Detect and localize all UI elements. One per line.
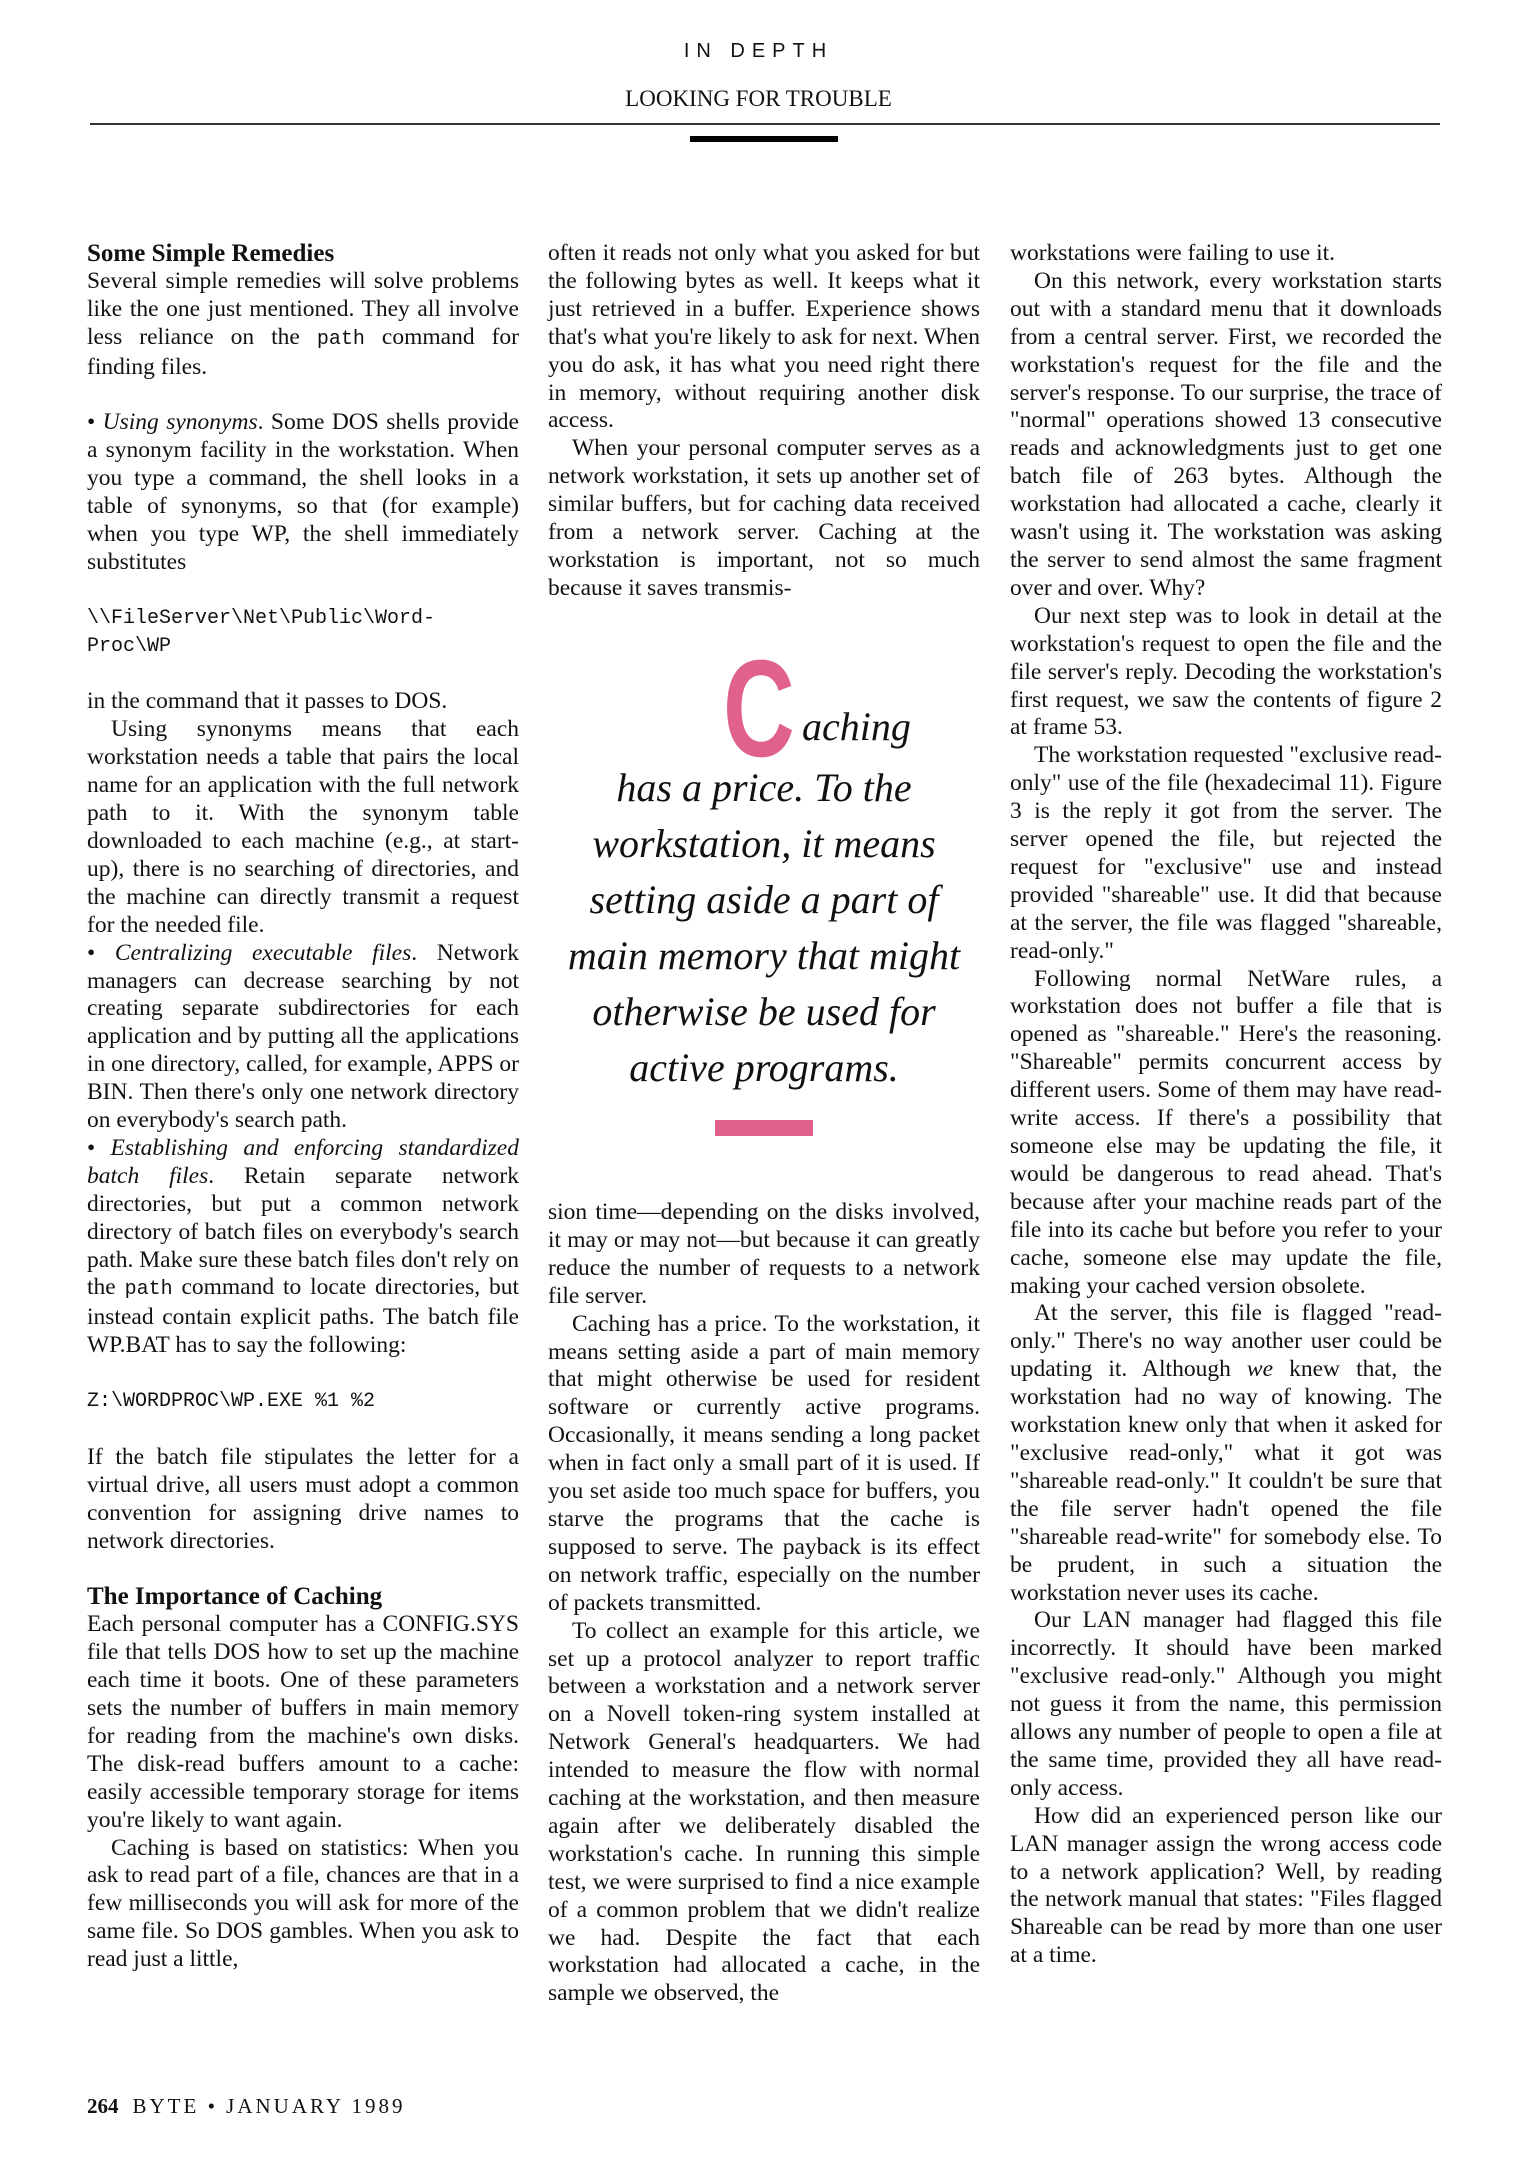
bullet-centralizing: • Centralizing executable files. Network managers can decrease searching by not creating separate subdirectories for each application and by putting all the applications in one directory, called, for example, APPS or BIN. Then there's only one network directory on everybody's search path. xyxy=(87,939,519,1134)
section-label: IN DEPTH xyxy=(683,40,834,62)
publication-info: BYTE • JANUARY 1989 xyxy=(132,2094,406,2118)
paragraph: Caching has a price. To the workstation, it means setting aside a part of main memory that might otherwise be used for resident software or currently active programs. Occasionally, it means sending a long packet when in fact only a small part of it is used. If you set aside too much space for buffers, you starve the programs that the cache is supposed to serve. The payback is its effect on network traffic, especially on the number of packets transmitted. xyxy=(548,1310,980,1616)
paragraph: Several simple remedies will solve problems like the one just mentioned. They all involve less reliance on the path command for finding files. xyxy=(87,267,519,380)
section-heading: Some Simple Remedies xyxy=(87,240,335,267)
pull-quote-first: aching xyxy=(802,704,911,749)
paragraph: Each personal computer has a CONFIG.SYS file that tells DOS how to set up the machine each time it boots. One of these parameters sets the number of buffers in main memory for reading from the machine's own disks. The disk-read buffers amount to a cache: easily accessible temporary storage for items you're likely to want again. xyxy=(87,1611,519,1833)
pull-quote-bar xyxy=(715,1120,813,1136)
paragraph: sion time—depending on the disks involved, it may or may not—but because it can greatly reduce the number of requests to a network file server. xyxy=(548,1199,980,1309)
paragraph: in the command that it passes to DOS. xyxy=(87,688,448,715)
page-footer xyxy=(87,2094,406,2119)
drop-initial: C xyxy=(723,632,795,786)
paragraph: At the server, this file is flagged "read-only." There's no way another user could be updating it. Although we knew that, the workstation had no way of knowing. The workstation knew only that when it asked for "exclusive read-only," what it got was "shareable read-only." It couldn't be sure that the file server hadn't opened the file "shareable read-write" for somebody else. To be prudent, in such a situation the workstation never uses its cache. xyxy=(1010,1300,1442,1606)
bullet-synonyms: • Using synonyms. Some DOS shells provide a synonym facility in the workstation. When you type a command, the shell looks in a table of synonyms, so that (for example) when you type WP, the shell immediately substitutes xyxy=(87,409,519,575)
bullet-batch-files: • Establishing and enforcing standardized batch files. Retain separate network directories, but put a common network directory of batch files on everybody's search path. Make sure these batch files don't rely on the path command to locate directories, but instead contain explicit paths. The batch file WP.BAT has to say the following: xyxy=(87,1134,519,1359)
paragraph: workstations were failing to use it. xyxy=(1010,240,1336,266)
paragraph: Our LAN manager had flagged this file incorrectly. It should have been marked "exclusive read-only." Although you might not guess it from the name, this permission allows any number of people to open a file at the same time, provided they all have read-only access. xyxy=(1010,1607,1442,1801)
column-1 xyxy=(87,240,519,1974)
column-3 xyxy=(1010,240,1442,1970)
paragraph: To collect an example for this article, we set up a protocol analyzer to report traffic between a workstation and a network server on a Novell token-ring system installed at Network General's headquarters. We had intended to measure the flow with normal caching at the workstation, and then measure again after we deliberately disabled the workstation's cache. In running this simple test, we were surprised to find a nice example of a common problem that we didn't realize we had. Despite the fact that each workstation had allocated a cache, in the sample we observed, the xyxy=(548,1617,980,2007)
paragraph: On this network, every workstation starts out with a standard menu that it downloads from a central server. First, we recorded the workstation's request for the file and the server's response. To our surprise, the trace of "normal" operations showed 13 consecutive reads and acknowledgments just to get one batch file of 263 bytes. Although the workstation had allocated a cache, clearly it wasn't using it. The workstation was asking the server to send almost the same fragment over and over. Why? xyxy=(1010,267,1442,601)
paragraph: Following normal NetWare rules, a workstation does not buffer a file that is opened as "shareable." Here's the reasoning. "Shareable" permits concurrent access by different users. Some of them may have read-write access. If there's a possibility that someone else may be updating the file, it would be dangerous to read ahead. That's because after your machine reads part of the file into its cache but before you refer to your cache, someone else may update the file, making your cached version obsolete. xyxy=(1010,965,1442,1299)
column-2-bottom xyxy=(548,1199,980,2008)
code-batch: Z:\WORDPROC\WP.EXE %1 %2 xyxy=(87,1390,376,1414)
pull-quote-text: has a price. To the workstation, it means setting aside a part of main memory that might otherwise be used for active programs. xyxy=(567,765,961,1090)
paragraph: If the batch file stipulates the letter for a virtual drive, all users must adopt a common convention for assigning drive names to network directories. xyxy=(87,1443,519,1554)
paragraph: When your personal computer serves as a network workstation, it sets up another set of similar buffers, but for caching data received from a network server. Caching at the workstation is important, not so much because it saves transmis- xyxy=(548,435,980,601)
paragraph: The workstation requested "exclusive read-only" use of the file (hexadecimal 11). Figure 3 is the reply it got from the server. The server opened the file, but rejected the request for "exclusive" use and instead provided "shareable" use. It did that because at the server, the file was flagged "shareable, read-only." xyxy=(1010,742,1442,964)
page-number: 264 xyxy=(87,2094,119,2118)
article-title: LOOKING FOR TROUBLE xyxy=(625,86,892,111)
code-path: \\FileServer\Net\Public\Word-Proc\WP xyxy=(87,606,436,658)
paragraph: Caching is based on statistics: When you ask to read part of a file, chances are that in a few milliseconds you will ask for more of the same file. So DOS gambles. When you ask to read just a little, xyxy=(87,1834,519,1973)
paragraph: Using synonyms means that each workstation needs a table that pairs the local name for an application with the full network path to it. With the synonym table downloaded to each machine (e.g., at start-up), there is no searching of directories, and the machine can directly transmit a request for the needed file. xyxy=(87,716,519,938)
header-rule xyxy=(90,123,1440,125)
paragraph: How did an experienced person like our LAN manager assign the wrong access code to a network application? Well, by reading the network manual that states: "Files flagged Shareable can be read by more than one user at a time. xyxy=(1010,1802,1442,1969)
column-2-top xyxy=(548,240,980,603)
header-bar xyxy=(690,136,838,142)
paragraph: Our next step was to look in detail at the workstation's request to open the file and the file server's reply. Decoding the workstation's first request, we saw the contents of figure 2 at frame 53. xyxy=(1010,602,1442,741)
section-heading: The Importance of Caching xyxy=(87,1583,383,1611)
paragraph: often it reads not only what you asked for but the following bytes as well. It keeps what it just retrieved in a buffer. Experience shows that's what you're likely to ask for next. When you do ask, it has what you need right there in memory, without requiring another disk access. xyxy=(548,240,980,434)
